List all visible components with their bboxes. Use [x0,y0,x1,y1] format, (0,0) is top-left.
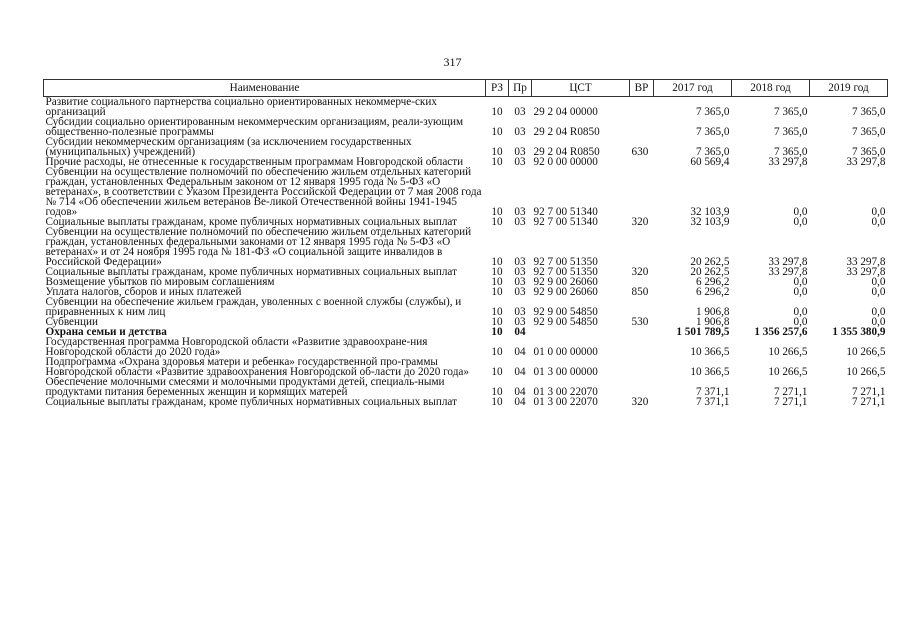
cell-2017: 20 262,5 [690,256,730,268]
cell-cst: 92 9 00 26060 [533,276,598,288]
cell-2017: 32 103,9 [690,206,730,218]
cell-cst: 92 7 00 51340 [533,206,598,218]
cell-2017: 7 365,0 [695,146,730,158]
cell-vr: 320 [631,216,649,228]
header-row [44,80,888,97]
cell-cst [532,327,630,337]
cell-pr: 04 [514,396,526,408]
cell-vr: 850 [631,286,649,298]
cell-rz: 10 [491,206,503,218]
table-header [44,80,888,97]
table-row [44,97,888,118]
cell-pr: 04 [514,326,526,338]
cell-2019: 0,0 [871,316,886,328]
cell-rz: 10 [491,216,503,228]
cell-name: Субсидии социально ориентированным некоммерческим организациям, реали-зующим общественно-полезные программы [45,116,464,138]
cell-pr: 03 [514,126,526,138]
cell-2019: 7 271,1 [851,386,886,398]
cell-name: Социальные выплаты гражданам, кроме публичных нормативных социальных выплат [45,266,457,278]
cell-2019: 7 365,0 [851,126,886,138]
cell-2019: 1 355 380,9 [832,326,886,338]
cell-2019: 33 297,8 [846,256,886,268]
cell-cst: 92 9 00 26060 [533,286,598,298]
cell-2018: 0,0 [793,216,808,228]
cell-pr: 03 [514,256,526,268]
cell-2019: 0,0 [871,216,886,228]
cell-cst: 92 9 00 54850 [533,316,598,328]
cell-2018: 1 356 257,6 [754,326,808,338]
cell-cst: 92 7 00 51350 [533,266,598,278]
cell-2019: 10 266,5 [846,346,886,358]
cell-cst: 92 0 00 00000 [533,156,598,168]
cell-name: Уплата налогов, сборов и иных платежей [45,286,242,298]
cell-rz: 10 [491,316,503,328]
table-row [44,297,888,317]
cell-rz: 10 [491,286,503,298]
cell-vr [630,97,654,118]
cell-2017: 1 501 789,5 [676,326,730,338]
cell-rz: 10 [491,306,503,318]
cell-cst: 29 2 04 00000 [533,106,598,118]
cell-2017: 10 366,5 [690,366,730,378]
cell-pr: 03 [514,216,526,228]
column-header-pr: Пр [509,80,532,97]
cell-cst: 01 3 00 00000 [533,366,598,378]
cell-cst: 92 9 00 54850 [533,306,598,318]
cell-2018: 7 271,1 [773,396,808,408]
cell-2017: 7 371,1 [695,396,730,408]
page-number: 317 [443,55,462,69]
cell-2017: 7 365,0 [695,126,730,138]
cell-2018: 33 297,8 [768,256,808,268]
cell-pr: 04 [514,346,526,358]
cell-pr: 04 [514,366,526,378]
cell-cst: 92 7 00 51340 [533,216,598,228]
cell-cst: 29 2 04 R0850 [533,146,600,158]
cell-vr [630,227,654,267]
cell-rz: 10 [491,366,503,378]
cell-pr: 03 [514,206,526,218]
cell-2018: 33 297,8 [768,156,808,168]
cell-2019: 0,0 [871,276,886,288]
cell-rz: 10 [491,266,503,278]
cell-2017: 6 296,2 [695,276,730,288]
cell-2018: 7 365,0 [773,126,808,138]
table-row [44,337,888,357]
table-body [44,97,888,408]
cell-cst: 92 7 00 51350 [533,256,598,268]
cell-2018: 7 271,1 [773,386,808,398]
table-row [44,397,888,407]
cell-2017: 1 906,8 [695,306,730,318]
cell-vr [630,327,654,337]
cell-name: Субсидии некоммерческим организациям (за исключением государственных (муниципальных) учреждений) [45,136,412,158]
cell-2018: 33 297,8 [768,266,808,278]
cell-2019: 0,0 [871,206,886,218]
cell-2018: 0,0 [793,276,808,288]
cell-pr: 03 [514,146,526,158]
cell-2018: 7 365,0 [773,106,808,118]
cell-2018: 0,0 [793,286,808,298]
cell-cst: 01 3 00 22070 [533,396,598,408]
cell-pr: 03 [514,106,526,118]
cell-vr [630,357,654,377]
cell-name: Развитие социального партнерства социально ориентированных некоммерче-ских организаций [45,96,437,118]
cell-2017: 7 365,0 [695,106,730,118]
column-header-name: Наименование [44,80,486,97]
cell-rz: 10 [491,126,503,138]
cell-vr: 320 [631,266,649,278]
cell-pr: 03 [514,306,526,318]
cell-2018: 7 365,0 [773,146,808,158]
cell-name: Подпрограмма «Охрана здоровья матери и ребенка» государственной про-граммы Новгородской области «Развитие здравоохранения Новгородской об-ласти до 2020 года» [45,356,469,378]
cell-rz: 10 [491,146,503,158]
cell-2019: 33 297,8 [846,266,886,278]
cell-vr [630,167,654,217]
cell-vr [630,297,654,317]
cell-2017: 20 262,5 [690,266,730,278]
cell-rz: 10 [491,326,503,338]
cell-2019: 7 365,0 [851,146,886,158]
table-row [44,377,888,397]
cell-2018: 0,0 [793,306,808,318]
cell-name: Социальные выплаты гражданам, кроме публичных нормативных социальных выплат [45,396,457,408]
cell-pr: 03 [514,276,526,288]
column-header-2019: 2019 год [810,80,888,97]
cell-name: Охрана семьи и детства [45,326,167,338]
cell-2019: 7 271,1 [851,396,886,408]
cell-name: Субвенции [45,316,98,328]
cell-vr [630,337,654,357]
cell-2019: 10 266,5 [846,366,886,378]
cell-2018: 0,0 [793,206,808,218]
table-row [44,137,888,157]
budget-table [43,79,888,407]
cell-cst: 01 0 00 00000 [533,346,598,358]
cell-pr: 03 [514,266,526,278]
cell-pr: 04 [514,386,526,398]
cell-2018: 0,0 [793,316,808,328]
table-row [44,117,888,137]
cell-pr: 03 [514,156,526,168]
cell-name: Возмещение убытков по мировым соглашениям [45,276,275,288]
table-row [44,357,888,377]
cell-name: Обеспечение молочными смесями и молочными продуктами детей, специаль-ными продуктами питания беременных женщин и кормящих матерей [45,376,445,398]
cell-name: Социальные выплаты гражданам, кроме публичных нормативных социальных выплат [45,216,457,228]
cell-rz: 10 [491,386,503,398]
cell-vr: 630 [631,146,649,158]
column-header-2018: 2018 год [732,80,810,97]
column-header-rz: РЗ [486,80,509,97]
cell-2019: 0,0 [871,286,886,298]
column-header-cst: ЦСТ [532,80,630,97]
cell-2017: 60 569,4 [690,156,730,168]
cell-pr: 03 [514,316,526,328]
table-row [44,167,888,217]
cell-2017: 7 371,1 [695,386,730,398]
cell-rz: 10 [491,276,503,288]
cell-vr [630,377,654,397]
column-header-2017: 2017 год [654,80,732,97]
cell-vr [630,117,654,137]
cell-vr: 320 [631,396,649,408]
cell-vr: 530 [631,316,649,328]
cell-rz: 10 [491,346,503,358]
cell-2017: 10 366,5 [690,346,730,358]
cell-cst: 01 3 00 22070 [533,386,598,398]
cell-rz: 10 [491,256,503,268]
cell-name: Прочие расходы, не отнесенные к государственным программам Новгородской области [45,156,464,168]
cell-cst: 29 2 04 R0850 [533,126,600,138]
cell-rz: 10 [491,156,503,168]
cell-2017: 32 103,9 [690,216,730,228]
cell-pr: 03 [514,286,526,298]
cell-name: Субвенции на осуществление полномочий по обеспечению жильем отдельных категорий граждан, установленных федеральными законами от 12 января 1995 года № 5-ФЗ «О ветеранах» и от 24 ноября 1995 года № 181-ФЗ «О социальной защите инвалидов в Российской Федерации» [45,226,472,268]
cell-rz: 10 [491,106,503,118]
cell-2019: 33 297,8 [846,156,886,168]
cell-name: Государственная программа Новгородской области «Развитие здравоохране-ния Новгородской области до 2020 года» [45,336,428,358]
cell-name: Субвенции на обеспечение жильем граждан, уволенных с военной службы (службы), и приравненных к ним лиц [45,296,462,318]
cell-name: Субвенции на осуществление полномочий по обеспечению жильем отдельных категорий граждан, установленных Федеральным законом от 12 января 1995 года № 5-ФЗ «О ветеранах», в соответствии с Указом Президента Российской Федерации от 7 мая 2008 года № 714 «Об обеспечении жильем ветеранов Ве-ликой Отечественной войны 1941-1945 годов» [45,166,482,218]
cell-vr [630,157,654,167]
cell-2019: 7 365,0 [851,106,886,118]
column-header-vr: ВР [630,80,654,97]
cell-2018: 10 266,5 [768,366,808,378]
cell-2017: 6 296,2 [695,286,730,298]
cell-2018: 10 266,5 [768,346,808,358]
cell-2017: 1 906,8 [695,316,730,328]
table-row [44,227,888,267]
cell-2019: 0,0 [871,306,886,318]
cell-rz: 10 [491,396,503,408]
